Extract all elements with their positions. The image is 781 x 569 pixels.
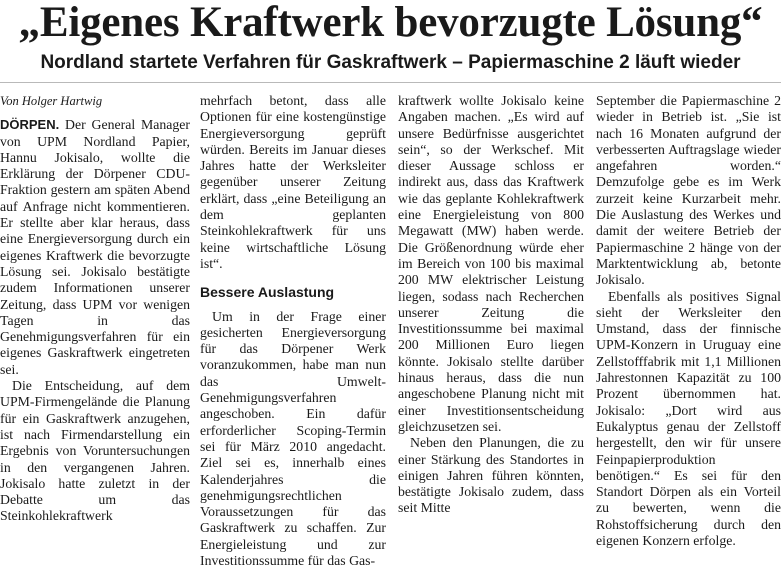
- paragraph: Ebenfalls als positives Signal sieht der Werksleiter den Umstand, dass der finnische UPM-Konzern in Uruguay eine Zellstofffabrik mit 1,1 Millionen Jahrestonnen Kapazität zu 100 Prozent übernommen hat. Jokisalo: „Dort wird aus Eukalyptus genau der Zellstoff hergestellt, den wir für unsere Feinpapierproduktion benötigen.“ Es sei für den Standort Dörpen als ein Vorteil zu bewerten, wenn die Rohstoffsicherung durch den eigenen Konzern erfolge.: [596, 288, 781, 549]
- paragraph: Neben den Planungen, die zu einer Stärkung des Standortes in einigen Jahren führen könnten, bestätigte Jokisalo zudem, dass seit Mitte: [398, 435, 584, 516]
- dateline: DÖRPEN.: [0, 117, 60, 133]
- byline: Von Holger Hartwig: [0, 94, 103, 108]
- column-4: [596, 93, 781, 549]
- paragraph: Um in der Frage einer gesicherten Energieversorgung für das Dörpener Werk voranzukommen, habe man nun das Umwelt-Genehmigungsverfahren angeschoben. Ein dafür erforderlicher Scoping-Termin sei für März 2010 angedacht. Ziel sei es, innerhalb eines Kalenderjahres die genehmigungsrechtlichen Voraussetzungen für das Gaskraftwerk zu schaffen. Zur Energieleistung und zur Investitionssumme für das Gas-: [200, 308, 386, 569]
- paragraph-text: Der General Manager von UPM Nordland Papier, Hannu Jokisalo, wollte die Erklärung der Dörpener CDU-Fraktion gestern am späten Abend auf Anfrage nicht kommentieren. Er stellte aber klar heraus, dass eine Energieversorgung durch ein eigenes Kraftwerk die bevorzugte Lösung sei. Jokisalo bestätigte zudem Informationen unserer Zeitung, dass UPM vor wenigen Tagen in das Genehmigungsverfahren für ein eigenes Gaskraftwerk eingetreten sei.: [0, 117, 190, 377]
- section-subhead: Bessere Auslastung: [200, 284, 335, 301]
- column-3: [398, 93, 584, 543]
- divider: [0, 82, 781, 83]
- paragraph: September die Papiermaschine 2 wieder in Betrieb ist. „Sie ist nach 16 Monaten aufgrund der verbesserten Auftragslage wieder angefahren worden.“ Demzufolge gebe es im Werk zurzeit keine Kurzarbeit mehr. Die Auslastung des Werkes und damit der weitere Betrieb der Papiermaschine 2 hänge von der Marktentwicklung ab, betonte Jokisalo.: [596, 93, 781, 288]
- column-2: [200, 93, 386, 569]
- paragraph: mehrfach betont, dass alle Optionen für eine kostengünstige Energieversorgung geprüft würden. Bereits im Januar dieses Jahres hatte der Werksleiter gegenüber unserer Zeitung erklärt, dass „eine Beteiligung an dem geplanten Steinkohlekraftwerk für uns keine wirtschaftliche Lösung ist“.: [200, 93, 386, 271]
- paragraph: [0, 117, 190, 378]
- headline: „Eigenes Kraftwerk bevorzugte Lösung“: [18, 0, 763, 46]
- paragraph: kraftwerk wollte Jokisalo keine Angaben machen. „Es wird auf unsere Bedürfnisse ausgerichtet sein“, so der Werkschef. Mit dieser Aussage schloss er indirekt aus, dass das Kraftwerk wie das geplante Kohlekraftwerk eine Energieleistung von 800 Megawatt (MW) haben werde. Die Größenordnung würde eher im Bereich von 100 bis maximal 200 MW elektrischer Leistung liegen, sodass nach Recherchen unserer Zeitung die Investitionssumme bei maximal 200 Millionen Euro liegen könnte. Jokisalo stellte darüber hinaus heraus, dass die nun angeschobene Planung nicht mit einer Investitionsentscheidung gleichzusetzen sei.: [398, 93, 584, 434]
- paragraph: Die Entscheidung, auf dem UPM-Firmengelände die Planung für ein Gaskraftwerk anzugehen, ist nach Firmendarstellung ein Ergebnis von Voruntersuchungen in den vergangenen Jahren. Jokisalo hatte zuletzt in der Debatte um das Steinkohlekraftwerk: [0, 378, 190, 524]
- subheadline: Nordland startete Verfahren für Gaskraftwerk – Papiermaschine 2 läuft wieder: [40, 52, 741, 73]
- column-1: [0, 93, 190, 543]
